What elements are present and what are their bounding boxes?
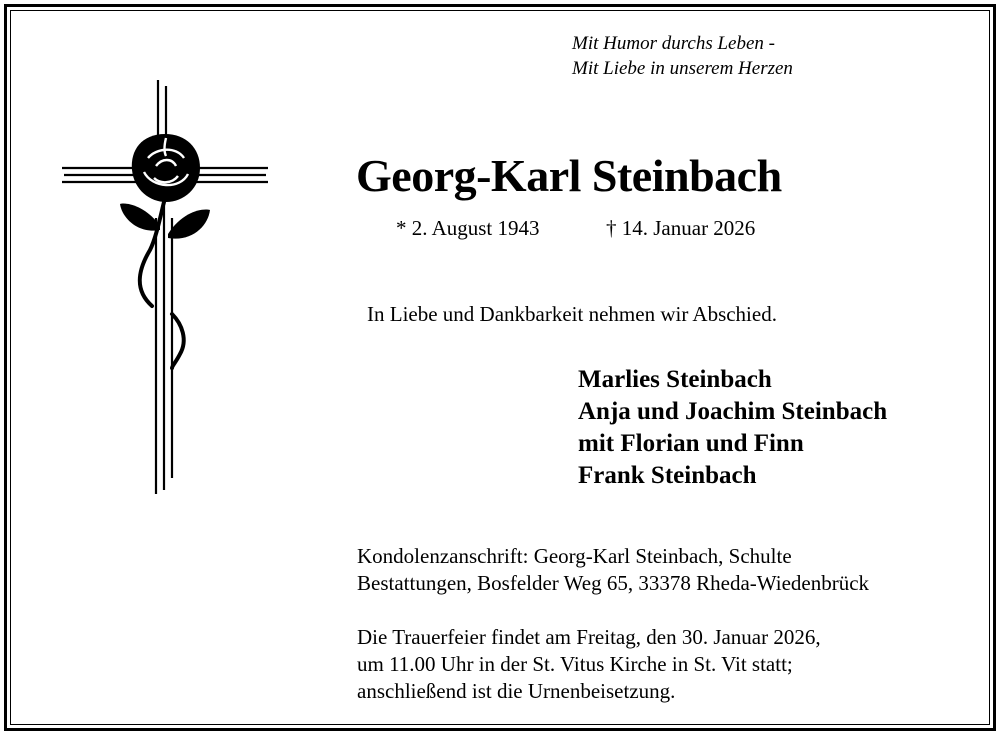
birth-date: * 2. August 1943 [396,216,540,240]
condolence-address [357,543,869,597]
service-info [357,624,821,705]
service-line-1: Die Trauerfeier findet am Freitag, den 30. Januar 2026, [357,625,821,649]
farewell-text: In Liebe und Dankbarkeit nehmen wir Abschied. [367,302,777,326]
condolence-line-2: Bestattungen, Bosfelder Weg 65, 33378 Rheda-Wiedenbrück [357,571,870,595]
service-line-2: um 11.00 Uhr in der St. Vitus Kirche in St. Vit statt; [357,652,793,676]
family-member: mit Florian und Finn [578,430,804,457]
condolence-line-1: Kondolenzanschrift: Georg-Karl Steinbach, Schulte [357,544,792,568]
deceased-name: Georg-Karl Steinbach [356,150,782,201]
cross-with-rose-icon [60,78,272,498]
family-member: Frank Steinbach [578,462,757,489]
motto [572,31,793,81]
family-member: Anja und Joachim Steinbach [578,398,888,425]
motto-line-2: Mit Liebe in unserem Herzen [572,58,793,79]
death-date: † 14. Januar 2026 [606,216,756,240]
service-line-3: anschließend ist die Urnenbeisetzung. [357,679,676,703]
family-member: Marlies Steinbach [578,366,772,393]
motto-line-1: Mit Humor durchs Leben - [572,33,775,54]
family-list [578,364,887,492]
